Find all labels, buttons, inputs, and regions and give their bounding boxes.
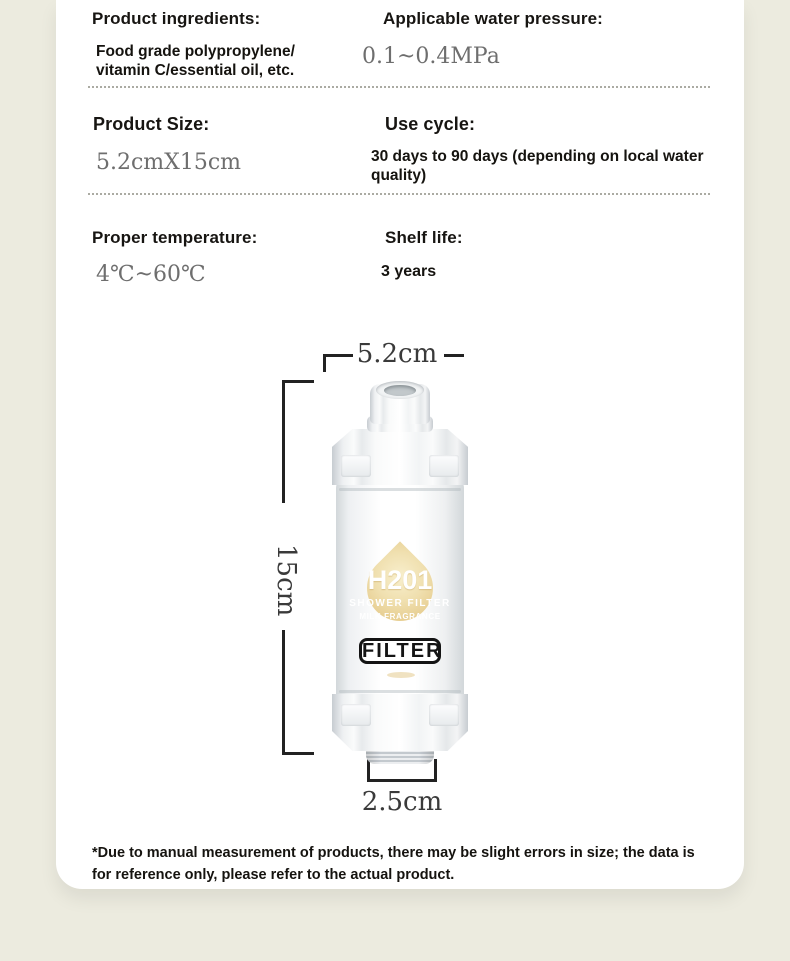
width-dimension-tick — [323, 354, 326, 372]
drop-label-text — [340, 545, 460, 621]
outlet-dimension-label: 2.5cm — [361, 787, 443, 817]
width-dimension-line — [323, 354, 353, 357]
measurement-disclaimer: *Due to manual measurement of products, there may be slight errors in size; the data is for reference only, please refer to the actual product. — [92, 845, 695, 883]
height-dimension-line — [282, 380, 285, 503]
nut-facet — [341, 704, 371, 726]
label-product-size: Product Size: — [93, 114, 210, 134]
filter-bottom-nut — [332, 694, 468, 751]
product-spec-card — [56, 0, 744, 889]
filter-top-nut — [332, 429, 468, 485]
nut-facet — [341, 455, 371, 477]
height-dimension-tick — [282, 380, 314, 383]
width-dimension-line — [444, 354, 464, 357]
label-product-ingredients: Product ingredients: — [92, 9, 261, 28]
row-divider — [88, 193, 710, 195]
height-dimension-label: 15cm — [271, 543, 301, 617]
height-dimension-line — [282, 630, 285, 755]
product-type: SHOWER FILTER — [349, 598, 451, 609]
value-water-pressure: 0.1~0.4MPa — [362, 44, 500, 69]
product-fragrance: MILK FRAGRANCE — [359, 612, 441, 621]
nut-facet — [429, 455, 459, 477]
outlet-dimension-line — [367, 779, 437, 782]
width-dimension-label: 5.2cm — [356, 339, 438, 369]
filter-body-seam — [339, 488, 461, 491]
value-shelf-life: 3 years — [381, 263, 437, 280]
product-model: H201 — [367, 565, 433, 595]
row-divider — [88, 86, 710, 88]
height-dimension-tick — [282, 752, 314, 755]
label-proper-temperature: Proper temperature: — [92, 228, 258, 247]
value-proper-temperature: 4℃~60℃ — [96, 262, 206, 287]
filter-badge: FILTER — [359, 638, 441, 664]
filter-body-seam — [339, 690, 461, 693]
label-use-cycle: Use cycle: — [385, 114, 476, 134]
label-water-pressure: Applicable water pressure: — [383, 9, 603, 28]
label-reflection — [387, 672, 415, 678]
outlet-dimension-tick — [434, 759, 437, 782]
value-product-ingredients: Food grade polypropylene/ vitamin C/essential oil, etc. — [96, 43, 295, 79]
label-shelf-life: Shelf life: — [385, 228, 463, 247]
filter-inlet-hole — [384, 385, 416, 396]
value-use-cycle: 30 days to 90 days (depending on local water quality) — [371, 148, 704, 184]
value-product-size: 5.2cmX15cm — [96, 150, 242, 175]
nut-facet — [429, 704, 459, 726]
